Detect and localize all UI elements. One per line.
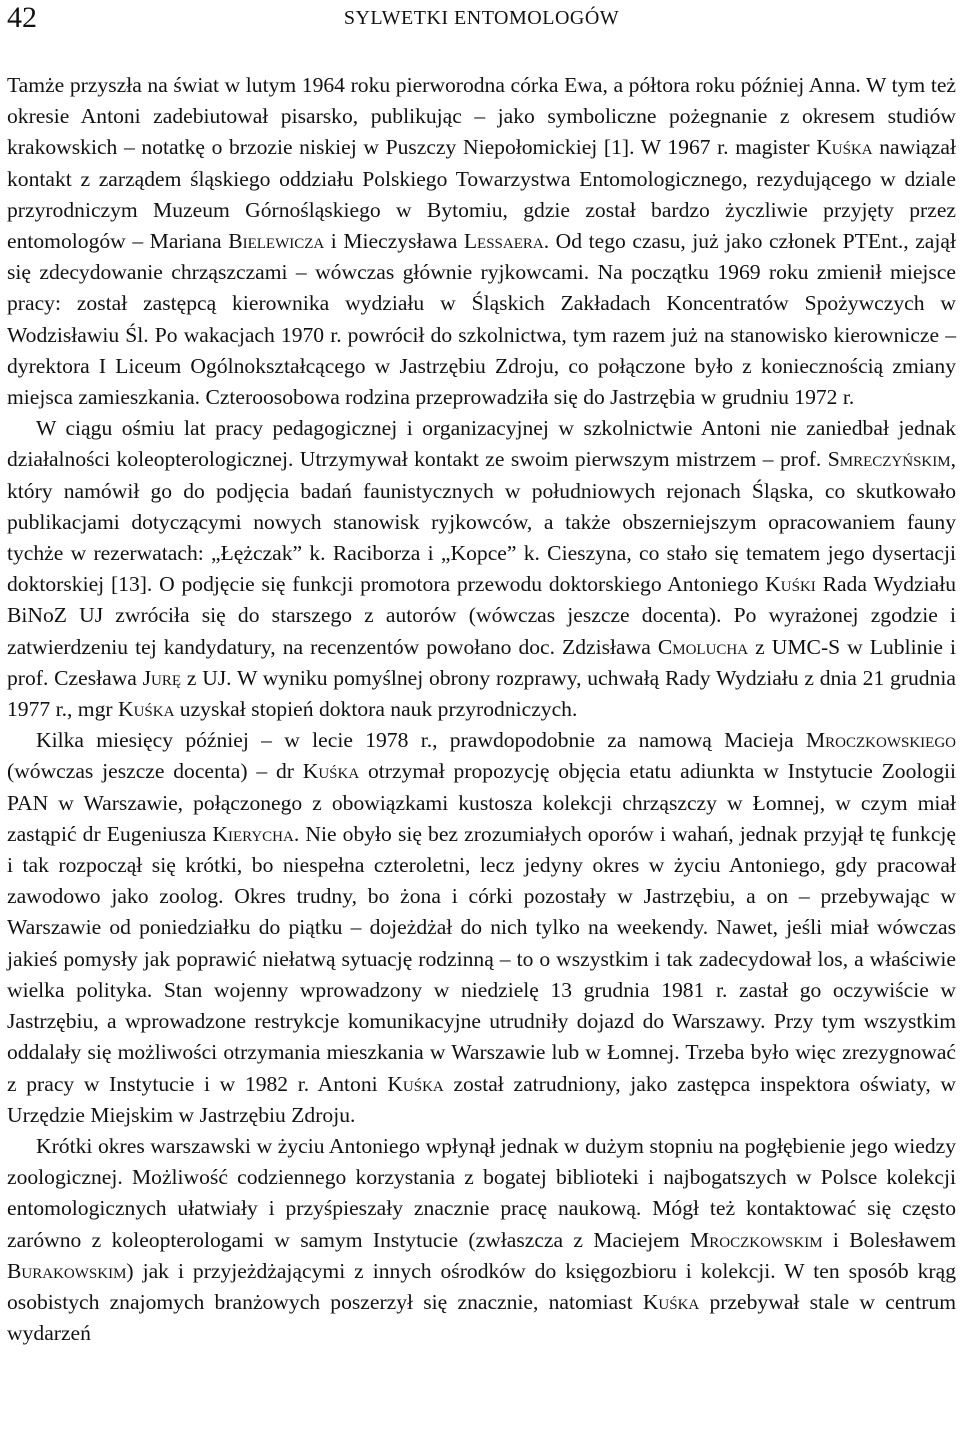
paragraph [7, 413, 956, 725]
body-text [7, 70, 956, 1349]
author-name: Kuśka [642, 1289, 700, 1314]
author-name: Kuśka [816, 135, 873, 160]
text-run: został zatrudniony, jako zastępca inspektora oświaty, w Urzędzie Miejskim w Jastrzębiu Zdroju. [7, 1071, 956, 1127]
text-run: , który namówił go do podjęcia badań faunistycznych w południowych rejonach Śląska, co skutkowało publikacjami dotyczącymi nowych stanowisk ryjkowców, a także obszerniejszym opracowaniem fauny tychże w rezerwatach: „Łężczak” k. Raciborza i „Kopce” k. Cieszyna, co stało się tematem jego dysertacji doktorskiej [13]. O podjęcie się funkcji promotora przewodu doktorskiego Antoniego [7, 447, 956, 597]
text-run: Kilka miesięcy później – w lecie 1978 r., prawdopodobnie za namową Macieja [36, 728, 806, 753]
running-title: SYLWETKI ENTOMOLOGÓW [343, 7, 620, 29]
text-run: i Mieczysława [324, 229, 464, 254]
text-run: przebywał stale w centrum wydarzeń [7, 1289, 956, 1346]
text-run: . Od tego czasu, już jako członek PTEnt., zajął się zdecydowanie chrząszczami – wówczas głównie ryjkowcami. Na początku 1969 roku zmienił miejsce pracy: został zastępcą kierownika wydziału w Śląskich Zakładach Koncentratów Spożywczych w Wodzisławiu Śl. Po wakacjach 1970 r. powrócił do szkolnictwa, tym razem już na stanowisko kierownicze – dyrektora I Liceum Ogólnokształcącego w Jastrzębiu Zdroju, co połączone było z koniecznością zmiany miejsca zamieszkania. Czteroosobowa rodzina przeprowadziła się do Jastrzębia w grudniu 1972 r. [7, 229, 956, 410]
author-name: Kuśka [302, 759, 360, 784]
author-name: Kuśka [387, 1071, 444, 1096]
author-name: Cmolucha [657, 634, 749, 659]
text-run: Tamże przyszła na świat w lutym 1964 roku pierworodna córka Ewa, a półtora roku później Anna. W tym też okresie Antoni zadebiutował pisarsko, publikując – jako symboliczne pożegnanie z okresem studiów krakowskich – notatkę o brzozie niskiej w Puszczy Niepołomickiej [1]. W 1967 r. magister [7, 73, 956, 160]
author-name: Bielewicza [228, 229, 325, 254]
running-head [7, 0, 956, 40]
author-name: Kuśki [765, 572, 816, 597]
author-name: Burakowskim [7, 1258, 127, 1283]
paragraph [7, 1131, 956, 1349]
text-run: nawiązał kontakt z zarządem śląskiego oddziału Polskiego Towarzystwa Entomologicznego, rezydującego w dziale przyrodniczym Muzeum Górnośląskiego w Bytomiu, gdzie został bardzo życzliwie przyjęty przez entomologów – Mariana [7, 135, 956, 254]
text-run: otrzymał propozycję objęcia etatu adiunkta w Instytucie Zoologii PAN w Warszawie, połączonego z obowiązkami kustosza kolekcji chrząszczy w Łomnej, w czym miał zastąpić dr Eugeniusza [7, 759, 956, 846]
text-run: W ciągu ośmiu lat pracy pedagogicznej i organizacyjnej w szkolnictwie Antoni nie zaniedbał jednak działalności koleopterologicznej. Utrzymywał kontakt ze swoim pierwszym mistrzem – prof. [7, 416, 956, 472]
author-name: Mroczkowskim [690, 1227, 823, 1252]
paragraph [7, 70, 956, 413]
text-run: Krótki okres warszawski w życiu Antoniego wpłynął jednak w dużym stopniu na pogłębienie jego wiedzy zoologicznej. Możliwość codziennego korzystania z bogatej biblioteki i najbogatszych w Polsce kolekcji entomologicznych ułatwiały i przyśpieszały znacznie pracę naukową. Mógł też kontaktować się często zarówno z koleopterologami w samym Instytucie (zwłaszcza z Maciejem [7, 1133, 956, 1252]
text-run: Rada Wydziału BiNoZ UJ zwróciła się do starszego z autorów (wówczas jeszcze docenta). Po wyrażonej zgodzie i zatwierdzeniu tej kandydatury, na recenzentów powołano doc. Zdzisława [7, 572, 956, 659]
page-number: 42 [7, 1, 37, 34]
text-run: z UJ. W wyniku pomyślnej obrony rozprawy, uchwałą Rady Wydziału z dnia 21 grudnia 1977 r., mgr [7, 665, 956, 722]
text-run: (wówczas jeszcze docenta) – dr [7, 759, 303, 784]
text-run: ) jak i przyjeżdżającymi z innych ośrodków do księgozbioru i kolekcji. W ten sposób krąg osobistych znajomych branżowych poszerzył się znacznie, natomiast [7, 1258, 956, 1314]
paragraph [7, 725, 956, 1131]
author-name: Smreczyńskim [827, 447, 951, 472]
author-name: Mroczkowskiego [805, 728, 956, 753]
author-name: Kuśka [117, 697, 175, 722]
text-run: . Nie obyło się bez zrozumiałych oporów i wahań, jednak przyjął tę funkcję i tak rozpoczął się krótki, bo niespełna czteroletni, lecz jedyny okres w życiu Antoniego, gdy pracował zawodowo jako zoolog. Okres trudny, bo żona i córki pozostały w Jastrzębiu, a on – przebywając w Warszawie od poniedziałku do piątku – dojeżdżał do nich tylko na weekendy. Nawet, jeśli miał wówczas jakieś pomysły jak poprawić niełatwą sytuację rodzinną – to o wszystkim i tak zadecydował los, a właściwie wielka polityka. Stan wojenny wprowadzony w niedzielę 13 grudnia 1981 r. zastał go oczywiście w Jastrzębiu, a wprowadzone restrykcje komunikacyjne utrudniły dojazd do Warszawy. Przy tym wszystkim oddalały się możliwości otrzymania mieszkania w Warszawie lub w Łomnej. Trzeba było więc zrezygnować z pracy w Instytucie i w 1982 r. Antoni [7, 821, 956, 1096]
text-run: z UMC-S w Lublinie i prof. Czesława [7, 634, 956, 690]
author-name: Jurę [142, 665, 182, 690]
text-run: i Bolesławem [822, 1227, 956, 1252]
author-name: Kierycha [212, 821, 294, 846]
author-name: Lessaera [463, 229, 544, 254]
text-run: uzyskał stopień doktora nauk przyrodniczych. [174, 697, 578, 722]
